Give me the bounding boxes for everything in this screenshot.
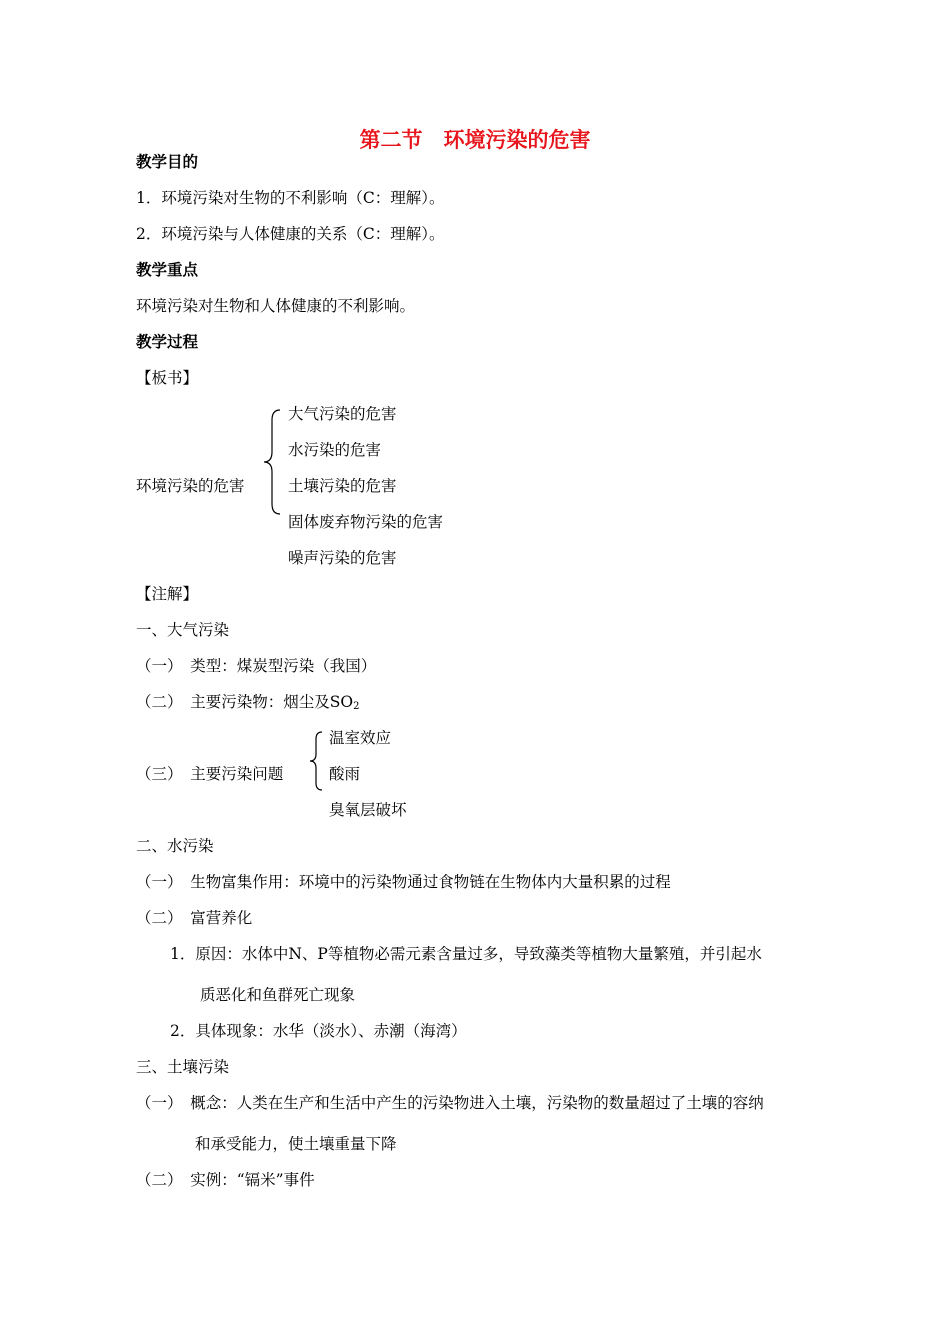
- section-heading: 三、土壤污染: [136, 1058, 230, 1076]
- board-branch: 噪声污染的危害: [288, 549, 397, 567]
- objective-item: 2．环境污染与人体健康的关系（C：理解）。: [136, 225, 445, 243]
- soil-item: （一） 概念：人类在生产和生活中产生的污染物进入土壤，污染物的数量超过了土壤的容纳: [136, 1094, 764, 1112]
- objective-item: 1．环境污染对生物的不利影响（C：理解）。: [136, 189, 445, 207]
- notes-label: 【注解】: [136, 585, 199, 603]
- process-heading: 教学过程: [136, 333, 199, 351]
- board-branch: 固体废弃物污染的危害: [288, 513, 444, 531]
- air-item: （三） 主要污染问题: [136, 765, 284, 783]
- section-heading: 二、水污染: [136, 837, 214, 855]
- air-item-text: （二） 主要污染物：烟尘及SO: [136, 693, 354, 711]
- soil-item: （二） 实例：“镉米”事件: [136, 1171, 315, 1189]
- soil-item: 和承受能力，使土壤重量下降: [195, 1135, 397, 1153]
- board-brace-icon: [262, 408, 282, 516]
- water-subitem: 2．具体现象：水华（淡水）、赤潮（海湾）: [170, 1022, 467, 1040]
- air-item: （一） 类型：煤炭型污染（我国）: [136, 657, 377, 675]
- board-branch: 大气污染的危害: [288, 405, 397, 423]
- board-branch: 水污染的危害: [288, 441, 382, 459]
- board-branch: 土壤污染的危害: [288, 477, 397, 495]
- key-points-heading: 教学重点: [136, 261, 199, 279]
- air-branch: 酸雨: [329, 765, 361, 783]
- board-label: 【板书】: [136, 369, 199, 387]
- air-branch: 臭氧层破坏: [329, 801, 407, 819]
- water-item: （二） 富营养化: [136, 909, 253, 927]
- air-item: [136, 692, 359, 717]
- water-subitem: 1．原因：水体中N、P等植物必需元素含量过多，导致藻类等植物大量繁殖，并引起水: [170, 945, 762, 963]
- key-points-text: 环境污染对生物和人体健康的不利影响。: [136, 297, 416, 315]
- section-heading: 一、大气污染: [136, 621, 230, 639]
- air-branch: 温室效应: [329, 729, 392, 747]
- air-brace-icon: [308, 730, 324, 792]
- water-subitem: 质恶化和鱼群死亡现象: [200, 986, 356, 1004]
- page-title: 第二节 环境污染的危害: [359, 128, 591, 152]
- board-root: 环境污染的危害: [136, 477, 245, 495]
- water-item: （一） 生物富集作用：环境中的污染物通过食物链在生物体内大量积累的过程: [136, 873, 671, 891]
- air-item-subscript: 2: [353, 701, 360, 712]
- objectives-heading: 教学目的: [136, 153, 199, 171]
